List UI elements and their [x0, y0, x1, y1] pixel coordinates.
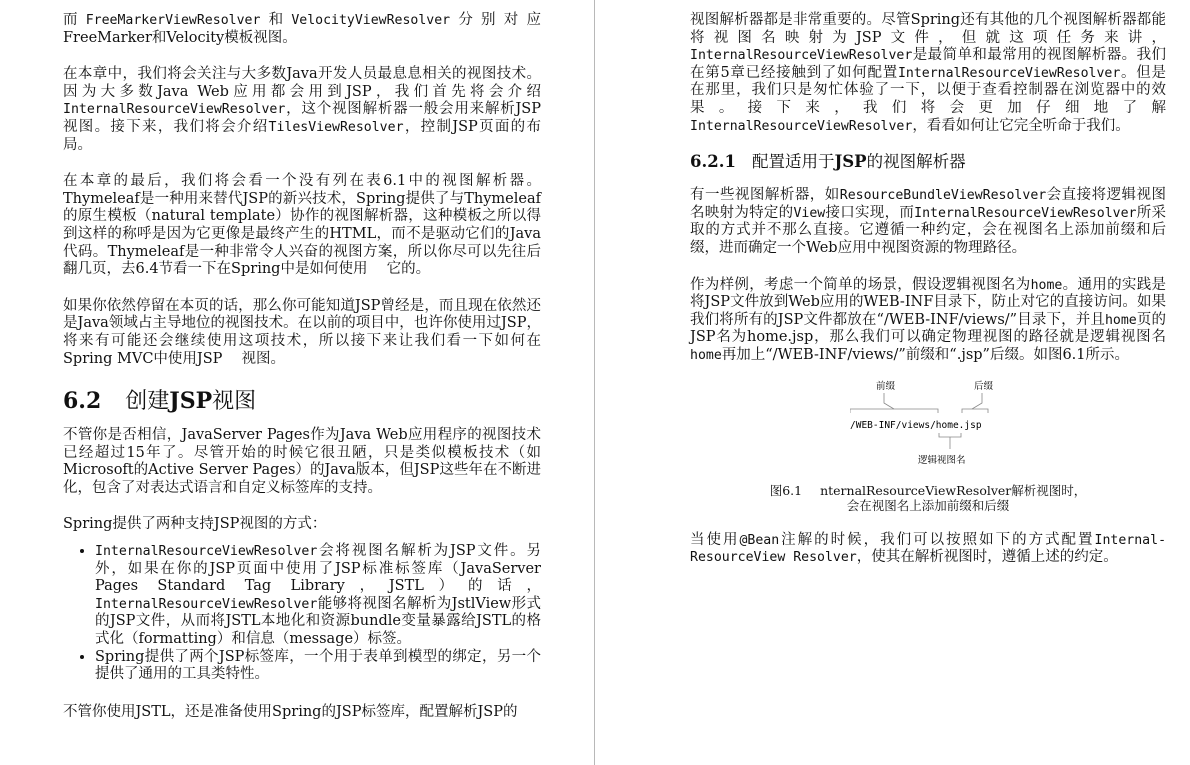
subsection-heading — [690, 151, 1166, 173]
code-freemarker-view-resolver: FreeMarkerViewResolver — [85, 13, 261, 28]
paragraph-thymeleaf: 在本章的最后，我们将会看一个没有列在表6.1中的视图解析器。Thymeleaf是一种用来替代JSP的新兴技术，Spring提供了与Thymeleaf的原生模板（natural template）协作的视图解析器，这种模板之所以得到这样的称呼是因为它更像是最终产生的HTML，而不是驱动它们的Java代码。Thymeleaf是一种非常令人兴奋的视图方案，所以你尽可以先往后翻几页，去6.4节看一下在Spring中是如何使用 它的。 — [63, 173, 541, 278]
code-bean-annotation: @Bean — [739, 532, 780, 548]
figure-view-path-diagram — [690, 379, 1166, 479]
text: ，控制JSP页面的布局。 — [63, 118, 541, 153]
paragraph-prefix-suffix — [690, 187, 1166, 257]
text: 视图解析器都是非常重要的。尽管Spring还有其他的几个视图解析器都能将视图名映射为JSP文件，但就这项任务来讲， — [690, 12, 1166, 46]
paragraph-bean-config — [690, 532, 1166, 567]
code-internal-resource-view-resolver: InternalResourceViewResolver — [95, 544, 318, 560]
paragraph-jsp-history: 不管你是否相信，JavaServer Pages作为Java Web应用程序的视图技术已经超过15年了。尽管开始的时候它很丑陋，只是类似模板技术（如Microsoft的Active Server Pages）的Java版本，但JSP这些年在不断进化，包含了对表达式语言和自定义标签库的支持。 — [63, 427, 541, 496]
paragraph-jsp-dominance: 如果你依然停留在本页的话，那么你可能知道JSP曾经是，而且现在依然还是Java领域占主导地位的视图技术。在以前的项目中，也许你使用过JSP，将来有可能还会继续使用这项技术，所以接下来让我们看一下如何在Spring MVC中使用JSP 视图。 — [63, 297, 541, 367]
prefix-leader-line — [884, 393, 894, 409]
text: 而 — [63, 12, 86, 28]
figure-caption — [690, 483, 1166, 514]
prefix-bracket — [850, 409, 938, 413]
prefix-label: 前缀 — [876, 380, 896, 392]
logical-name-bracket — [939, 433, 961, 437]
caption-text: nternalResourceViewResolver解析视图时， — [820, 482, 1087, 498]
subsection-number: 6.2.1 — [690, 152, 736, 172]
section-number: 6.2 — [63, 388, 102, 415]
text: 接口实现，而 — [825, 204, 915, 221]
text: 在本章中，我们将会关注与大多数Java开发人员最息息相关的视图技术。因为大多数Java Web应用都会用到JSP，我们首先将会介绍 — [63, 66, 541, 100]
logical-view-name-label: 逻辑视图名 — [918, 454, 966, 466]
page-divider — [594, 0, 595, 765]
text: 当使用 — [690, 531, 740, 548]
paragraph-chapter-focus — [63, 66, 541, 154]
right-column — [690, 12, 1166, 567]
section-title-part: JSP — [169, 388, 213, 415]
caption-line: 会在视图名上添加前缀和后缀 — [846, 498, 1010, 513]
text: 分别对应FreeMarker和Velocity模板视图。 — [63, 12, 541, 46]
text: 会直接将逻辑视图名映射为特定的 — [690, 187, 1167, 221]
text: 能够将视图名解析为JstlView形式的JSP文件，从而将JSTL本地化和资源bundle变量暴露给JSTL的格式化（formatting）和信息（message）标签。 — [95, 595, 541, 648]
caption-number: 图6.1 — [769, 482, 803, 498]
left-column — [63, 12, 541, 721]
paragraph-internal-resource-view-resolver — [690, 12, 1166, 135]
text: 和 — [260, 12, 292, 28]
code-internal-resource-view-resolver: InternalResourceViewResolver — [690, 118, 913, 134]
subsection-title-part: JSP — [834, 152, 867, 172]
code-internal-resource-view-resolver: Internal-ResourceView Resolver — [690, 532, 1167, 566]
code-internal-resource-view-resolver: InternalResourceViewResolver — [63, 102, 286, 118]
code-velocity-view-resolver: VelocityViewResolver — [291, 13, 451, 28]
code-view: View — [793, 205, 826, 221]
list-item: • Spring提供了两个JSP标签库，一个用于表单到模型的绑定，另一个提供了通用的工具类特性。 — [95, 649, 541, 684]
text: 注解的时候，我们可以按照如下的方式配置 — [779, 531, 1095, 548]
code-home: home — [1104, 312, 1137, 328]
code-resource-bundle-view-resolver: ResourceBundleViewResolver — [839, 188, 1047, 204]
text: ，看看如何让它完全听命于我们。 — [912, 117, 1130, 134]
subsection-title-part: 的视图解析器 — [866, 152, 966, 172]
text: 作为样例，考虑一个简单的场景，假设逻辑视图名为 — [690, 276, 1031, 293]
subsection-title-part: 配置适用于 — [751, 152, 835, 172]
text: 所采取的方式并不那么直接。它遵循一种约定，会在视图名上添加前缀和后缀，进而确定一个Web应用中视图资源的物理路径。 — [690, 204, 1167, 256]
text: 是最简单和最常用的视图解析器。我们在第5章已经接触到了如何配置 — [690, 47, 1166, 81]
right-page — [596, 0, 1190, 765]
code-internal-resource-view-resolver: InternalResourceViewResolver — [95, 596, 318, 612]
code-home: home — [1030, 277, 1063, 293]
paragraph-view-resolvers-mapping — [63, 12, 541, 47]
section-heading — [63, 386, 541, 417]
paragraph-spring-jsp-support: Spring提供了两种支持JSP视图的方式： — [63, 516, 327, 533]
suffix-label: 后缀 — [974, 380, 994, 392]
text: ，使其在解析视图时，遵循上述的约定。 — [856, 549, 1118, 566]
text: 页的JSP名为home.jsp，那么我们可以确定物理视图的路径就是逻辑视图名 — [690, 311, 1166, 346]
caption-line — [690, 483, 1166, 499]
jsp-support-list — [63, 543, 541, 684]
text: ，这个视图解析器一般会用来解析JSP视图。接下来，我们将会介绍 — [63, 101, 541, 135]
code-internal-resource-view-resolver: InternalResourceViewResolver — [897, 65, 1121, 81]
text: 。通用的实践是将JSP文件放到Web应用的WEB-INF目录下，防止对它的直接访问。如果我们将所有的JSP文件都放在“/WEB-INF/views/”目录下，并且 — [690, 276, 1166, 328]
suffix-bracket — [962, 409, 988, 413]
text: 会将视图名解析为JSP文件。另外，如果在你的JSP页面中使用了JSP标准标签库（JavaServer Pages Standard Tag Library，JSTL）的话， — [95, 543, 541, 595]
paragraph-home-example — [690, 277, 1166, 365]
list-item — [95, 543, 541, 649]
section-title-part: 视图 — [212, 389, 257, 415]
code-internal-resource-view-resolver: InternalResourceViewResolver — [690, 48, 913, 64]
code-home: home — [690, 347, 722, 363]
view-path-text: /WEB-INF/views/home.jsp — [850, 419, 982, 431]
left-page — [0, 0, 594, 765]
text: 有一些视图解析器，如 — [690, 187, 840, 204]
text: 再加上“/WEB-INF/views/”前缀和“.jsp”后缀。如图6.1所示。 — [721, 346, 1130, 363]
text: 。但是在那里，我们只是匆忙体验了一下，以便于查看控制器在浏览器中的效果。接下来，我们将会更加仔细地了解 — [690, 64, 1166, 116]
paragraph-configure-jsp: 不管你使用JSTL，还是准备使用Spring的JSP标签库，配置解析JSP的 — [63, 703, 518, 720]
section-title-part: 创建 — [125, 389, 170, 415]
code-internal-resource-view-resolver: InternalResourceViewResolver — [914, 205, 1137, 221]
suffix-leader-line — [972, 393, 982, 409]
code-tiles-view-resolver: TilesViewResolver — [268, 119, 404, 135]
view-path-diagram — [850, 379, 1010, 477]
